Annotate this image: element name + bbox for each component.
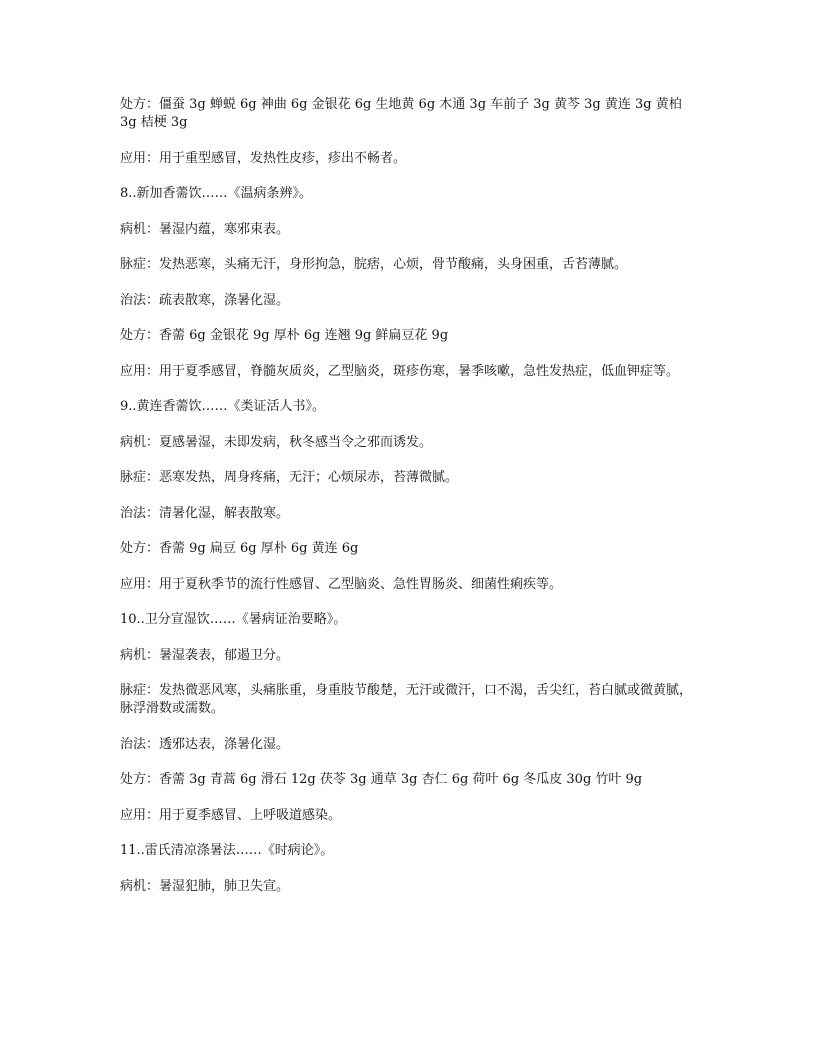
paragraph: 病机：暑湿犯肺，肺卫失宣。: [120, 878, 290, 894]
section-heading: 8..新加香薷饮……《温病条辨》。: [120, 186, 313, 201]
paragraph: 脉症：恶寒发热，周身疼痛，无汗；心烦尿赤，苔薄微腻。: [120, 470, 459, 485]
paragraph: 病机：暑湿内蕴，寒邪束表。: [120, 221, 290, 237]
section-heading: 10..卫分宣湿饮……《暑病证治要略》。: [120, 612, 347, 627]
paragraph: 病机：夏感暑湿，未即发病，秋冬感当令之邪而诱发。: [120, 434, 433, 450]
paragraph: 应用：用于夏季感冒、上呼吸道感染。: [120, 807, 342, 823]
paragraph: 治法：疏表散寒，涤暑化湿。: [120, 292, 290, 308]
paragraph: 处方：香薷 3g 青蒿 6g 滑石 12g 茯苓 3g 通草 3g 杏仁 6g 荷叶 6g 冬瓜皮 30g 竹叶 9g: [120, 772, 643, 787]
paragraph: 处方：香薷 9g 扁豆 6g 厚朴 6g 黄连 6g: [120, 541, 359, 556]
paragraph: 应用：用于夏季感冒，脊髓灰质炎，乙型脑炎，斑疹伤寒，暑季咳嗽，急性发热症，低血钾症等。: [120, 363, 680, 379]
paragraph: 处方：僵蚕 3g 蝉蜕 6g 神曲 6g 金银花 6g 生地黄 6g 木通 3g 车前子 3g 黄芩 3g 黄连 3g 黄柏 3g 桔梗 3g: [120, 97, 682, 130]
paragraph: 病机：暑湿袭表，郁遏卫分。: [120, 647, 290, 663]
paragraph: 处方：香薷 6g 金银花 9g 厚朴 6g 连翘 9g 鲜扁豆花 9g: [120, 328, 449, 343]
paragraph: 应用：用于重型感冒，发热性皮疹，疹出不畅者。: [120, 150, 407, 166]
paragraph: 治法：清暑化湿，解表散寒。: [120, 505, 290, 521]
paragraph: 应用：用于夏秋季节的流行性感冒、乙型脑炎、急性胃肠炎、细菌性痢疾等。: [120, 576, 563, 592]
section-heading: 11..雷氏清凉涤暑法……《时病论》。: [120, 843, 334, 858]
paragraph: 治法：透邪达表，涤暑化湿。: [120, 736, 290, 752]
paragraph: 脉症：发热恶寒，头痛无汗，身形拘急，脘痞，心烦，骨节酸痛，头身困重，舌苔薄腻。: [120, 257, 628, 272]
document-page: [120, 96, 700, 913]
section-heading: 9..黄连香薷饮……《类证活人书》。: [120, 399, 326, 414]
paragraph: 脉症：发热微恶风寒，头痛胀重，身重肢节酸楚，无汗或微汗，口不渴，舌尖红，苔白腻或微黄腻，脉浮滑数或濡数。: [120, 683, 693, 716]
